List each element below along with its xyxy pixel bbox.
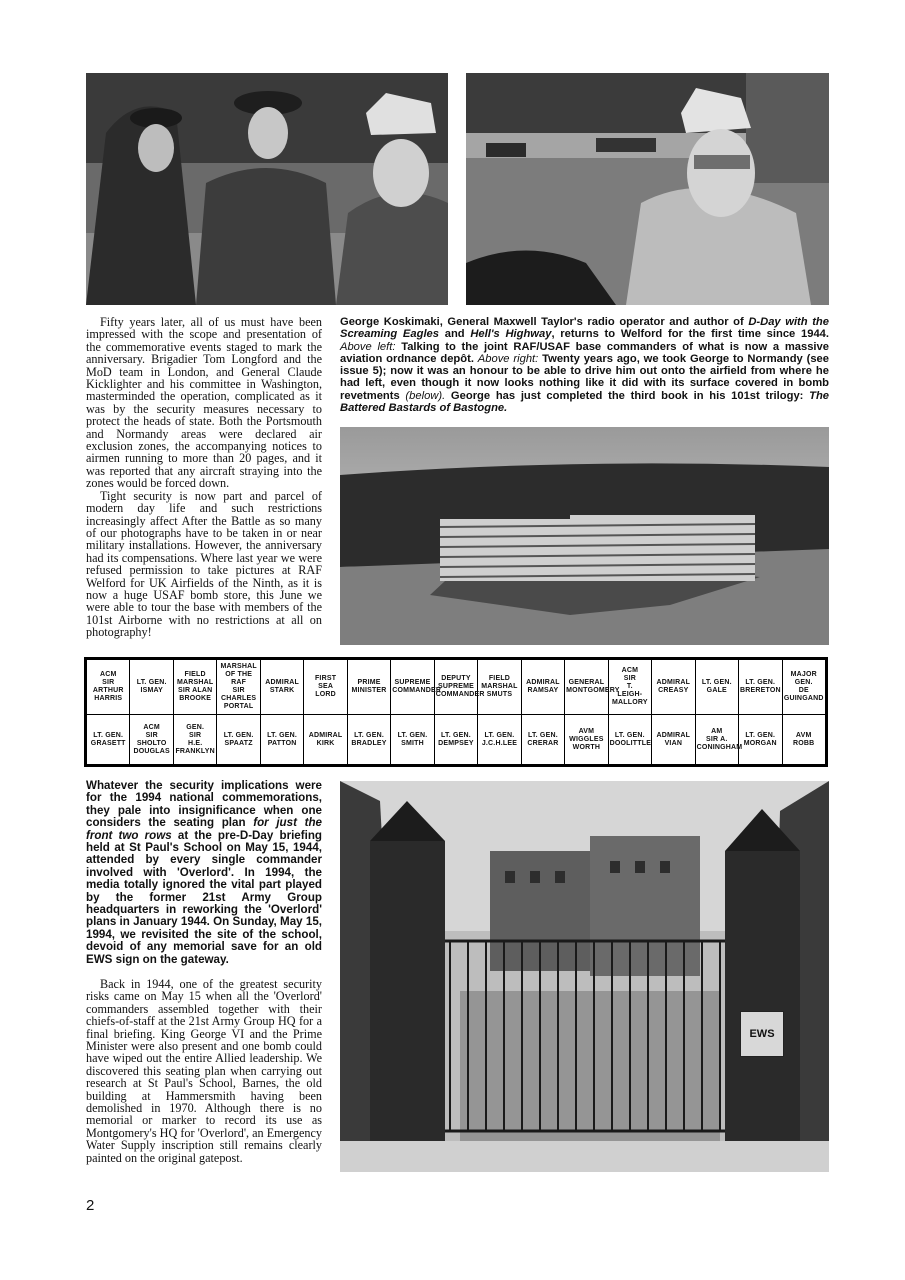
book-title: D-Day with the Screaming Eagles [340, 316, 829, 341]
seat: LT. GEN. MORGAN [739, 715, 782, 765]
seat: FIELD MARSHAL SIR ALAN BROOKE [173, 660, 216, 715]
seat: ADMIRAL KIRK [304, 715, 347, 765]
seat: DEPUTY SUPREME COMMANDER [434, 660, 477, 715]
seat: FIELD MARSHAL SMUTS [478, 660, 521, 715]
caption-emphasis: for just the front two rows [86, 816, 322, 842]
caption-text: and [439, 328, 471, 341]
seat: AVM WIGGLES WORTH [565, 715, 608, 765]
seat: LT. GEN. SMITH [391, 715, 434, 765]
seating-plan [84, 657, 828, 767]
caption-text: at the pre-D-Day briefing held at St Paul's School on May 15, 1944, attended by every single commander involved with 'Overlord'. In 1994, the media totally ignored the vital part played by the former 21st Army Group headquarters in reworking the 'Overlord' plans in January 1944. On Sunday, May 15, 1994, we revisited the site of the school, devoid of any memorial save for an old EWS sign on the gateway. [86, 828, 322, 966]
seat: ADMIRAL RAMSAY [521, 660, 564, 715]
front-row [87, 660, 826, 715]
seat: LT. GEN. GALE [695, 660, 738, 715]
seat: LT. GEN. GRASETT [87, 715, 130, 765]
seat: ACM SIR T. LEIGH- MALLORY [608, 660, 651, 715]
paragraph: Back in 1944, one of the greatest security risks came on May 15 when all the 'Overlord' commanders assembled together with their chiefs-of-staff at the 21st Army Group HQ for a final briefing. King George VI and the Prime Minister were also present and one bomb could have wiped out the entire Allied leadership. We discovered this seating plan when carrying out research at St Paul's School, Barnes, the old building at Hammersmith having been demolished in 1970. Although there is no memorial or marker to record its use as Montgomery's HQ for 'Overlord', an Emergency Water Supply inscription still remains clearly painted on the original gatepost. [86, 977, 322, 1165]
seat: ACM SIR SHOLTO DOUGLAS [130, 715, 173, 765]
caption-text: Twenty years ago, we took George to Normandy (see issue 5); now it was an honour to be able to drive him out onto the airfield from where he had left, even though it now looks nothing like it did with its surface covered in bomb revetments [340, 352, 830, 402]
caption-seating-plan [86, 780, 322, 966]
caption-text: , returns to Welford for the first time since 1944. [551, 328, 829, 341]
ews-sign: EWS [740, 1011, 784, 1057]
article-text-briefing [86, 978, 322, 1164]
caption-text: Whatever the security implications were for the 1994 national commemorations, they pale into insignificance when one considers the seating plan [86, 779, 322, 830]
seat: PRIME MINISTER [347, 660, 390, 715]
seat: FIRST SEA LORD [304, 660, 347, 715]
caption-text: George Koskimaki, General Maxwell Taylor's radio operator and author of [340, 316, 749, 328]
seating-plan-table [86, 659, 826, 765]
seat: AVM ROBB [782, 715, 826, 765]
seat: LT. GEN. CRERAR [521, 715, 564, 765]
photo-veteran-in-vehicle [466, 73, 829, 305]
seat: LT. GEN. DOOLITTLE [608, 715, 651, 765]
second-row [87, 715, 826, 765]
seat: LT. GEN. SPAATZ [217, 715, 260, 765]
seat: GEN. SIR H.E. FRANKLYN [173, 715, 216, 765]
caption-label: Above right: [477, 352, 539, 365]
photo-officers-and-veteran [86, 73, 448, 305]
seat: LT. GEN. BRERETON [739, 660, 782, 715]
seat: ACM SIR ARTHUR HARRIS [87, 660, 130, 715]
seat: ADMIRAL STARK [260, 660, 303, 715]
book-title: The Battered Bastards of Bastogne. [340, 389, 829, 415]
seat: SUPREME COMMANDER [391, 660, 434, 715]
seat: MARSHAL OF THE RAF SIR CHARLES PORTAL [217, 660, 260, 715]
caption-label: Above left: [340, 340, 396, 353]
seat: GENERAL MONTGOMERY [565, 660, 608, 715]
book-title: Hell's Highway [470, 328, 552, 341]
caption-text: Talking to the joint RAF/USAF base commanders of what is now a massive aviation ordnance depôt. [340, 340, 829, 365]
photo-school-gateway [340, 781, 829, 1172]
page-number: 2 [86, 1197, 95, 1214]
seat: AM SIR A. CONINGHAM [695, 715, 738, 765]
seat: LT. GEN. J.C.H.LEE [478, 715, 521, 765]
paragraph: Tight security is now part and parcel of modern day life and such restrictions increasingly affect After the Battle as so many of our photographs have to be taken in or near military installations. However, the anniversary had its compensations. Where last year we were refused permission to take pictures at RAF Welford for UK Airfields of the Ninth, as it is now a huge USAF bomb store, this June we were able to tour the base with members of the 101st Airborne with no restrictions at all on photography! [86, 488, 322, 640]
caption-text: George has just completed the third book in his 101st trilogy: [445, 389, 810, 402]
seat: LT. GEN. PATTON [260, 715, 303, 765]
article-text-intro [86, 316, 322, 639]
photo-caption-top [340, 316, 829, 414]
seat: MAJOR GEN. DE GUINGAND [782, 660, 826, 715]
seat: LT. GEN. ISMAY [130, 660, 173, 715]
seat: LT. GEN. BRADLEY [347, 715, 390, 765]
paragraph: Fifty years later, all of us must have been impressed with the scope and presentation of the commemorative events staged to mark the anniversary. Brigadier Tom Longford and the MoD team in London, and General Claude Kicklighter and his committee in Washington, masterminded the operation, complicated as it was by the security measures necessary to protect the heads of state. Both the Portsmouth and Normandy areas were declared air exclusion zones, the accompanying notices to airmen running to more than 20 pages, and it was reported that any aircraft straying into the zones would be forced down. [86, 315, 322, 491]
seat: ADMIRAL CREASY [652, 660, 695, 715]
photo-bomb-store [340, 427, 829, 645]
caption-label: (below). [405, 389, 446, 402]
seat: ADMIRAL VIAN [652, 715, 695, 765]
seat: LT. GEN. DEMPSEY [434, 715, 477, 765]
